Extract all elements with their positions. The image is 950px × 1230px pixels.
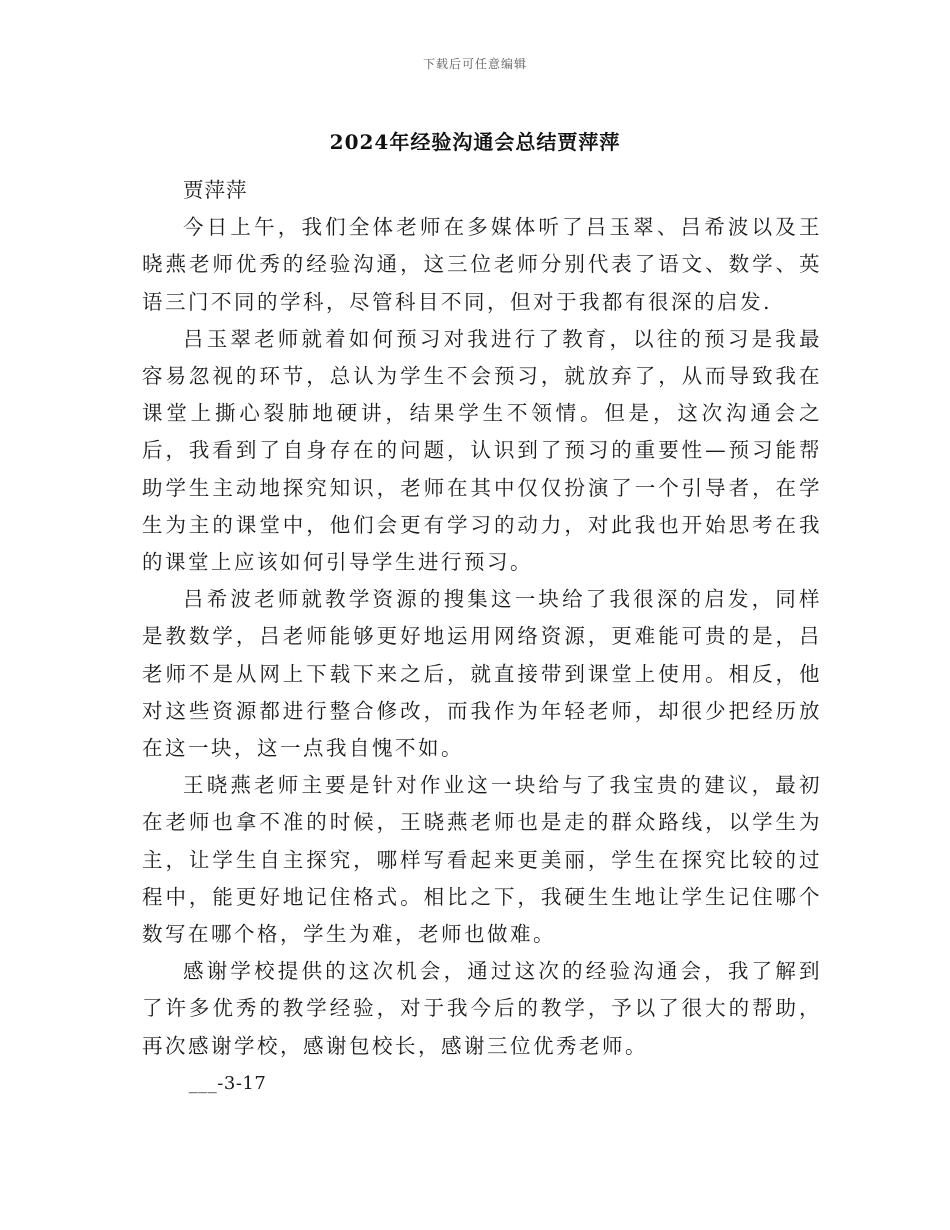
- paragraph-wang-xiaoyan: 王晓燕老师主要是针对作业这一块给与了我宝贵的建议，最初在老师也拿不准的时候，王晓燕老师也是走的群众路线，以学生为主，让学生自主探究，哪样写看起来更美丽，学生在探究比较的过程中，能更好地记住格式。相比之下，我硬生生地让学生记住哪个数写在哪个格，学生为难，老师也做难。: [142, 773, 822, 947]
- paragraph-thanks: 感谢学校提供的这次机会，通过这次的经验沟通会，我了解到了许多优秀的教学经验，对于我今后的教学，予以了很大的帮助，再次感谢学校，感谢包校长，感谢三位优秀老师。: [142, 959, 822, 1058]
- page-header-note: 下载后可任意编辑: [422, 57, 527, 71]
- author-name: 贾萍萍: [183, 178, 248, 202]
- document-date: ___-3-17: [188, 1072, 267, 1094]
- paragraph-lv-xibo: 吕希波老师就教学资源的搜集这一块给了我很深的启发，同样是教数学，吕老师能够更好地运用网络资源，更难能可贵的是，吕老师不是从网上下载下来之后，就直接带到课堂上使用。相反，他对这些资源都进行整合修改，而我作为年轻老师，却很少把经历放在这一块，这一点我自愧不如。: [142, 587, 822, 761]
- paragraph-intro: 今日上午，我们全体老师在多媒体听了吕玉翠、吕希波以及王晓燕老师优秀的经验沟通，这三位老师分别代表了语文、数学、英语三门不同的学科，尽管科目不同，但对于我都有很深的启发.: [142, 215, 822, 314]
- document-body: [142, 172, 822, 1102]
- paragraph-lv-yucui: 吕玉翠老师就着如何预习对我进行了教育，以往的预习是我最容易忽视的环节，总认为学生不会预习，就放弃了，从而导致我在课堂上撕心裂肺地硬讲，结果学生不领情。但是，这次沟通会之后，我看到了自身存在的问题，认识到了预习的重要性—预习能帮助学生主动地探究知识，老师在其中仅仅扮演了一个引导者，在学生为主的课堂中，他们会更有学习的动力，对此我也开始思考在我的课堂上应该如何引导学生进行预习。: [142, 326, 822, 575]
- document-title: 2024年经验沟通会总结贾萍萍: [329, 130, 621, 154]
